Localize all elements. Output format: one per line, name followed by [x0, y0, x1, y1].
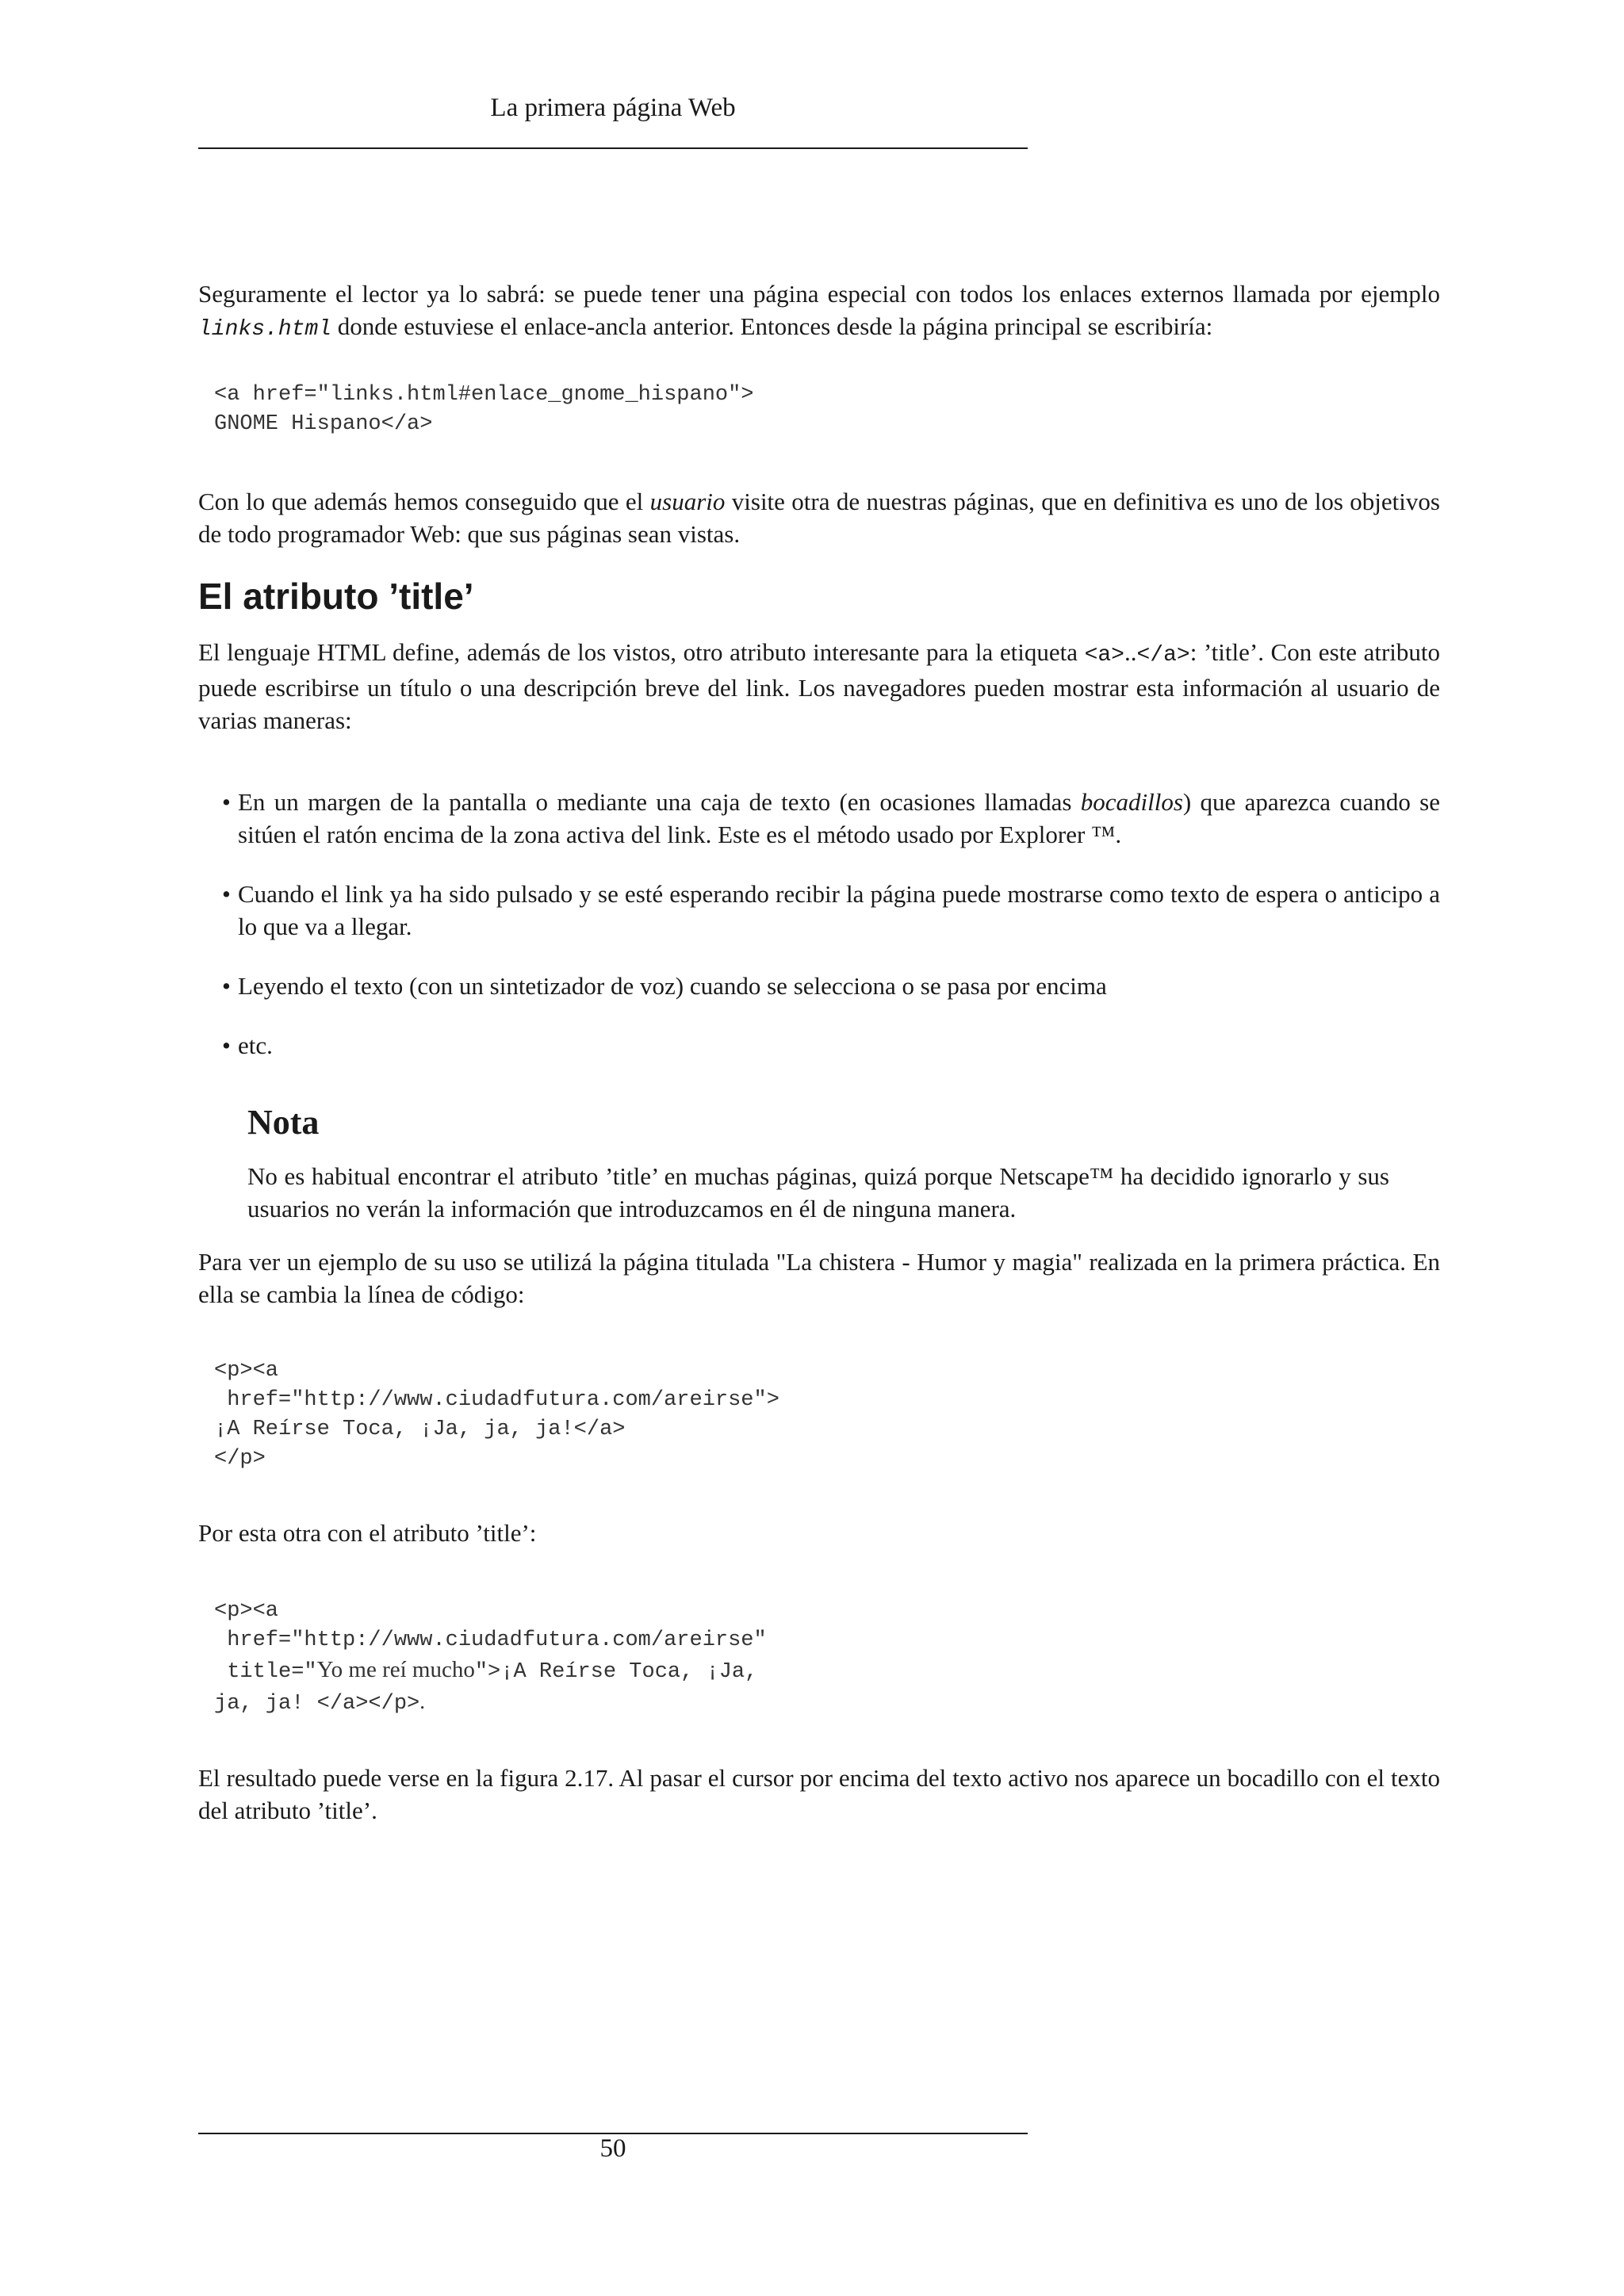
code-line-end: .	[419, 1689, 425, 1713]
result-paragraph: El resultado puede verse en la figura 2.17. Al pasar el cursor por encima del texto activo nos aparece un bocadillo con el texto del atributo ’title’.	[198, 1764, 1440, 1824]
bullet-list	[198, 786, 1440, 1062]
list-item-text: Cuando el link ya ha sido pulsado y se esté esperando recibir la página puede mostrarse como texto de espera o anticipo a lo que va a llegar.	[238, 880, 1440, 940]
code-line: <p><a	[214, 1359, 279, 1383]
list-item-text: ) que aparezca cuando se sitúen el ratón encima de la zona activa del link. Este es el método usado por Explorer ™.	[238, 788, 1440, 848]
list-item-text: etc.	[238, 1031, 273, 1059]
filename-links-html: links.html	[198, 317, 332, 342]
note-title: Nota	[247, 1103, 320, 1142]
example-paragraph: Para ver un ejemplo de su uso se utilizá la página titulada "La chistera - Humor y magia" realizada en la primera práctica. En ella se cambia la línea de código:	[198, 1248, 1440, 1308]
bullet-icon: •	[222, 972, 231, 1000]
title-attribute-paragraph	[198, 636, 1440, 737]
list-item-text: En un margen de la pantalla o mediante una caja de texto (en ocasiones llamadas	[238, 788, 1081, 816]
note-box	[247, 1101, 1389, 1225]
usuario-paragraph	[198, 485, 1440, 550]
section-heading: El atributo ’title’	[198, 576, 474, 617]
code-title-rest: ">¡A Reírse Toca, ¡Ja,	[474, 1660, 758, 1684]
list-item-text: Leyendo el texto (con un sintetizador de voz) cuando se selecciona o se pasa por encima	[238, 972, 1107, 1000]
code-block-anchor-link	[198, 381, 1440, 439]
list-item	[222, 1029, 1440, 1062]
list-gap	[222, 1002, 1440, 1029]
code-title-value: Yo me reí mucho	[316, 1657, 475, 1682]
page-body	[198, 277, 1440, 1827]
tag-separator: ..	[1124, 638, 1137, 666]
intro-text-1: Seguramente el lector ya lo sabrá: se puede tener una página especial con todos los enlaces externos llamada por ejemplo	[198, 280, 1440, 308]
list-gap	[222, 851, 1440, 878]
usuario-text-1: Con lo que además hemos conseguido que el	[198, 488, 650, 515]
code-line	[214, 1687, 1440, 1719]
header-rule	[198, 147, 1028, 149]
code-line: href="http://www.ciudadfutura.com/areirse">	[214, 1388, 779, 1412]
title-intro-paragraph: Por esta otra con el atributo ’title’:	[198, 1519, 537, 1547]
tag-a-open: <a>	[1084, 643, 1124, 668]
bullet-icon: •	[222, 788, 231, 816]
code-line: GNOME Hispano</a>	[214, 412, 433, 436]
usuario-emphasis: usuario	[649, 488, 726, 515]
bocadillos-emphasis: bocadillos	[1080, 788, 1183, 816]
usuario-text-2: visite otra de nuestras páginas, que en definitiva es uno de los objetivos de todo programador Web: que sus páginas sean vistas.	[198, 488, 1440, 548]
bullet-icon: •	[222, 880, 231, 908]
running-header: La primera página Web	[490, 94, 736, 122]
page-number: 50	[599, 2134, 626, 2163]
intro-text-2: donde estuviese el enlace-ancla anterior. Entonces desde la página principal se escribiría:	[331, 312, 1213, 340]
code-block-with-title	[198, 1597, 1440, 1719]
code-block-original	[198, 1357, 1440, 1474]
code-line	[214, 1655, 1440, 1687]
code-title-attr: title="	[214, 1660, 317, 1684]
code-line: <a href="links.html#enlace_gnome_hispano">	[214, 383, 754, 407]
note-text: No es habitual encontrar el atributo ’title’ en muchas páginas, quizá porque Netscape™ ha decidido ignorarlo y sus usuarios no verán la información que introduzcamos en él de ninguna manera.	[247, 1162, 1389, 1223]
list-item	[222, 878, 1440, 943]
list-gap	[222, 943, 1440, 970]
title-text-1: El lenguaje HTML define, además de los vistos, otro atributo interesante para la etiqueta	[198, 638, 1085, 666]
list-item	[222, 970, 1440, 1002]
code-line: ¡A Reírse Toca, ¡Ja, ja, ja!</a>	[214, 1418, 626, 1441]
code-line-4: ja, ja! </a></p>	[214, 1692, 420, 1716]
code-line: </p>	[214, 1447, 266, 1471]
bullet-icon: •	[222, 1031, 231, 1059]
code-line: <p><a	[214, 1599, 279, 1623]
code-line: href="http://www.ciudadfutura.com/areirse"	[214, 1628, 767, 1652]
title-text-2: : ’title’. Con este atributo puede escribirse un título o una descripción breve del link. Los navegadores pueden mostrar esta información al usuario de varias maneras:	[198, 638, 1441, 734]
list-item	[222, 786, 1440, 851]
tag-a-close: </a>	[1136, 643, 1190, 668]
intro-paragraph	[198, 277, 1440, 346]
